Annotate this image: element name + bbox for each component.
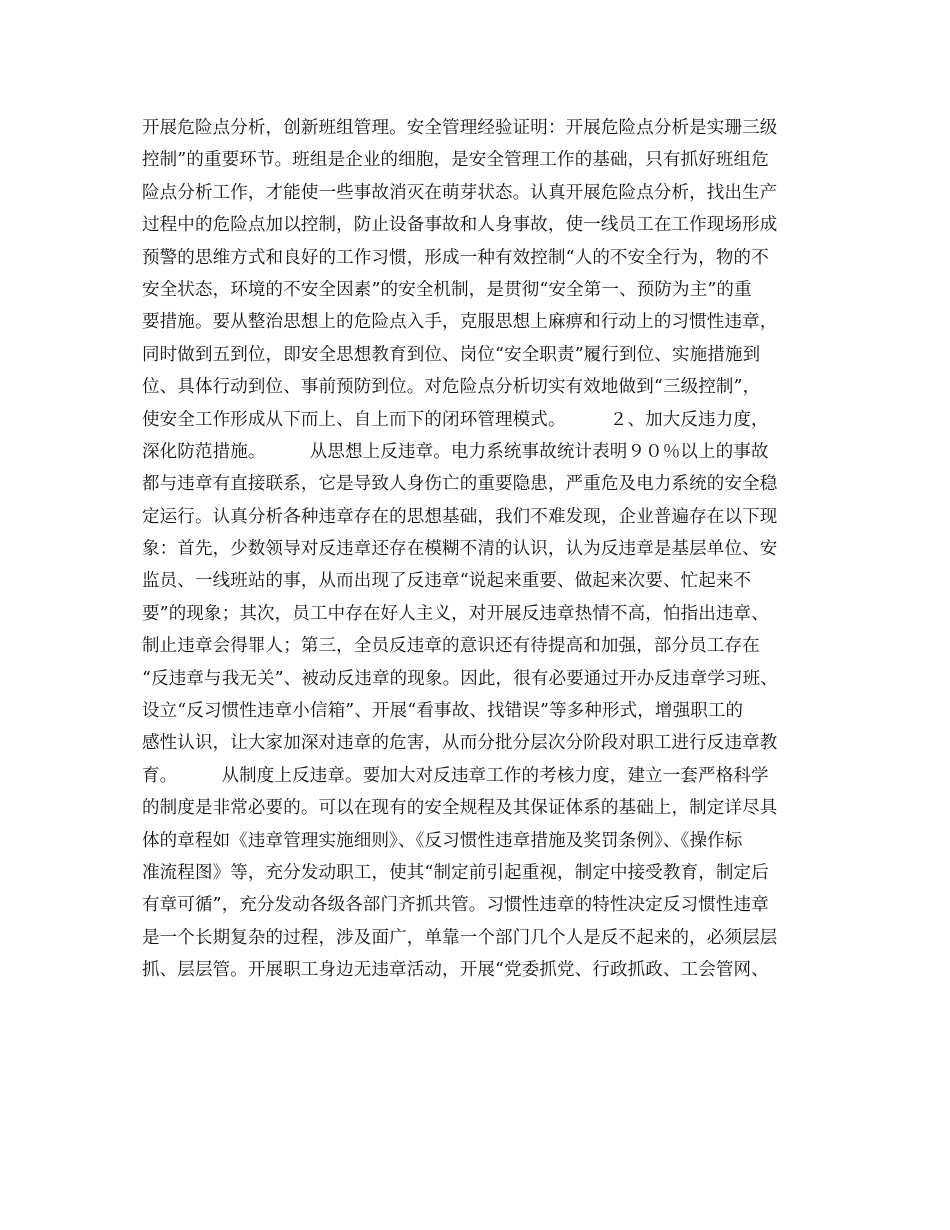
text-line: 险点分析工作，才能使一些事故消灭在萌芽状态。认真开展危险点分析，找出生产	[142, 182, 778, 203]
text-line: 有章可循”，充分发动各级各部门齐抓共管。习惯性违章的特性决定反习惯性违章	[142, 895, 769, 916]
text-line: 制止违章会得罪人；第三，全员反违章的意识还有待提高和加强，部分员工存在	[142, 636, 760, 657]
text-line: 要措施。要从整治思想上的危险点入手，克服思想上麻痹和行动上的习惯性违章，	[142, 312, 778, 333]
text-line: 要”的现象；其次，员工中存在好人主义，对开展反违章热情不高，怕指出违章、	[142, 603, 769, 624]
text-line: 都与违章有直接联系，它是导致人身伤亡的重要隐患，严重危及电力系统的安全稳	[142, 474, 778, 495]
text-line: 位、具体行动到位、事前预防到位。对危险点分析切实有效地做到“三级控制”，	[142, 377, 761, 398]
text-line: 控制”的重要环节。班组是企业的细胞，是安全管理工作的基础，只有抓好班组危	[142, 150, 769, 171]
text-line: 使安全工作形成从下而上、自上而下的闭环管理模式。 ２、加大反违力度，	[142, 409, 769, 430]
text-line: 象：首先，少数领导对反违章还存在模糊不清的认识，认为反违章是基层单位、安	[142, 539, 778, 560]
text-line: “反违章与我无关”、被动反违章的现象。因此，很有必要通过开办反违章学习班、	[142, 668, 778, 689]
text-line: 抓、层层管。开展职工身边无违章活动，开展“党委抓党、行政抓政、工会管网、	[142, 960, 769, 981]
text-line: 准流程图》等，充分发动职工，使其“制定前引起重视，制定中接受教育，制定后	[142, 862, 769, 883]
text-line: 定运行。认真分析各种违章存在的思想基础，我们不难发现，企业普遍存在以下现	[142, 506, 778, 527]
text-line: 预警的思维方式和良好的工作习惯，形成一种有效控制“人的不安全行为，物的不	[142, 247, 769, 268]
text-line: 过程中的危险点加以控制，防止设备事故和人身事故，使一线员工在工作现场形成	[142, 215, 778, 236]
text-line: 深化防范措施。 从思想上反违章。电力系统事故统计表明９０％以上的事故	[142, 441, 769, 462]
text-line: 同时做到五到位，即安全思想教育到位、岗位“安全职责”履行到位、实施措施到	[142, 344, 761, 365]
text-line: 安全状态，环境的不安全因素”的安全机制，是贯彻“安全第一、预防为主”的重	[142, 279, 752, 300]
text-line: 设立“反习惯性违章小信箱”、开展“看事故、找错误”等多种形式，增强职工的	[142, 701, 744, 722]
text-line: 体的章程如《违章管理实施细则》、《反习惯性违章措施及奖罚条例》、《操作标	[142, 830, 743, 851]
body-text	[142, 112, 812, 987]
text-line: 感性认识，让大家加深对违章的危害，从而分批分层次分阶段对职工进行反违章教	[142, 733, 778, 754]
text-line: 开展危险点分析，创新班组管理。安全管理经验证明：开展危险点分析是实珊三级	[142, 118, 778, 138]
text-line: 是一个长期复杂的过程，涉及面广，单靠一个部门几个人是反不起来的，必须层层	[142, 927, 778, 948]
text-line: 的制度是非常必要的。可以在现有的安全规程及其保证体系的基础上，制定详尽具	[142, 798, 778, 819]
text-line: 育。 从制度上反违章。要加大对反违章工作的考核力度，建立一套严格科学	[142, 765, 769, 786]
text-line: 监员、一线班站的事，从而出现了反违章“说起来重要、做起来次要、忙起来不	[142, 571, 752, 592]
